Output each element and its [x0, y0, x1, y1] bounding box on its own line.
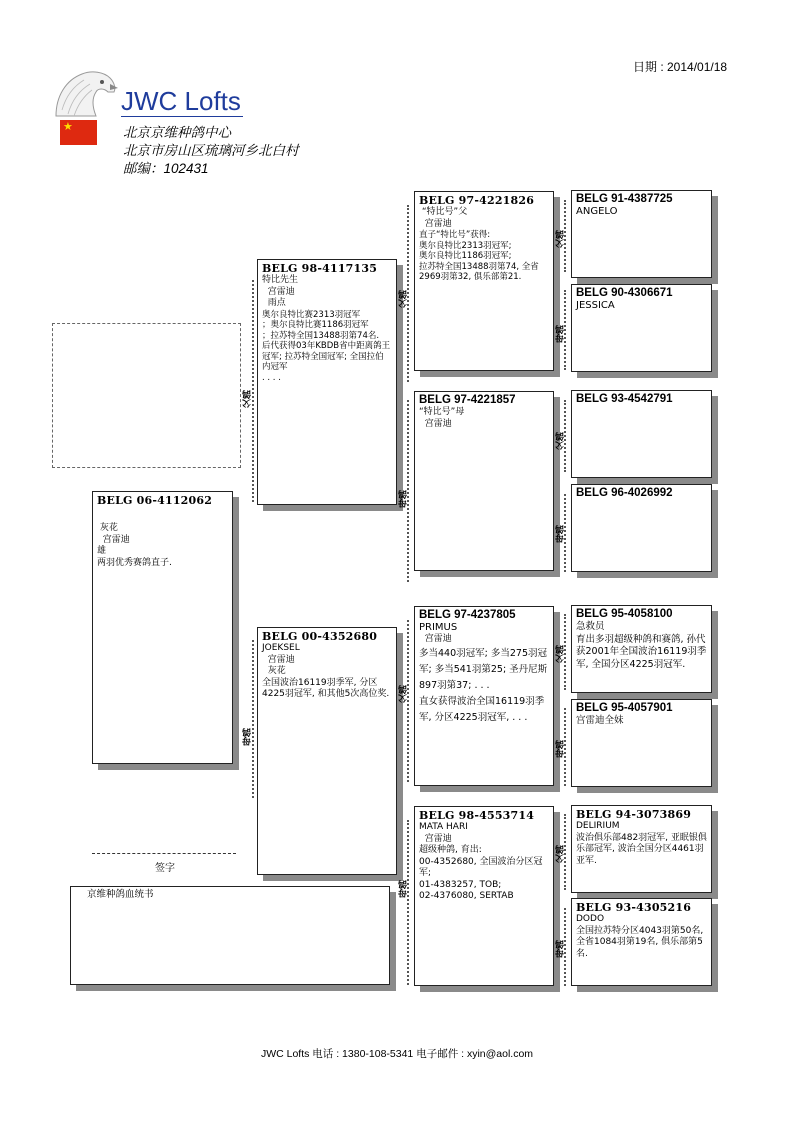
sire-tag: 父鸽 [556, 432, 566, 450]
ring-number: BELG 93-4305216 [576, 901, 692, 914]
ring-number: BELG 98-4553714 [419, 809, 535, 822]
detail-line: 直子“特比号”获得: [419, 230, 491, 240]
pedigree-sire-dam [414, 391, 554, 571]
detail-line: 拉苏特全国13488羽第74, 全省2969羽第32, 俱乐部第21. [419, 261, 539, 282]
dam-tag: 母鸽 [556, 740, 566, 758]
signature-line [92, 853, 236, 854]
sire-tag: 父鸽 [556, 645, 566, 663]
pedigree-dss [571, 605, 712, 693]
detail-line: ；奥尔良特比赛1186羽冠军 [262, 320, 369, 330]
detail-line: JESSICA [576, 300, 615, 311]
print-date: 日期 : 2014/01/18 [633, 60, 728, 74]
ring-number: BELG 91-4387725 [576, 193, 673, 205]
ring-number: BELG 95-4057901 [576, 702, 673, 714]
detail-line: 宫雷迪 [262, 286, 295, 297]
china-flag-icon: ★ [60, 120, 97, 145]
dam-tag: 母鸽 [556, 325, 566, 343]
detail-line: 急救员 [576, 621, 605, 632]
pedigree-ssd [571, 284, 712, 372]
detail-line: 宫雷迪 [419, 634, 452, 644]
pedigree-sdd [571, 484, 712, 572]
detail-line: ANGELO [576, 206, 618, 217]
pigeon-logo-icon [52, 66, 118, 118]
pedigree-dsd [571, 699, 712, 787]
detail-line: 全国拉苏特分区4043羽第50名, 全省1084羽第19名, 俱乐部第5名. [576, 925, 707, 959]
ring-number: BELG 00-4352680 [262, 630, 378, 643]
detail-line: 雨点 [262, 298, 286, 308]
pedigree-dam-dam [414, 806, 554, 986]
detail-line: 02-4376080, SERTAB [419, 891, 514, 901]
dam-tag: 母鸽 [399, 880, 409, 898]
ring-number: BELG 97-4237805 [419, 609, 516, 621]
detail-line: 01-4383257, TOB; [419, 879, 502, 890]
ring-number: BELG 98-4117135 [262, 262, 378, 275]
sire-tag: 父鸽 [399, 685, 409, 703]
connector-line [252, 640, 254, 798]
detail-line: 多当440羽冠军; 多当275羽冠军; 多当541羽第25; 圣丹尼斯897羽第37; . . . [419, 647, 548, 691]
detail-line: 后代获得03年KBDB省中距离鸽王冠军; 拉苏特全国冠军; 全国拉伯内冠军 [262, 341, 391, 372]
detail-line: “特比号”母 [419, 407, 465, 417]
detail-line: 宫雷迪 [262, 654, 295, 665]
ring-number: BELG 93-4542791 [576, 393, 673, 405]
detail-line: 奥尔良特比赛2313羽冠军 [262, 309, 361, 320]
ring-number: BELG 96-4026992 [576, 487, 673, 499]
detail-line: 特比先生 [262, 275, 299, 285]
brand-title: JWC Lofts [121, 86, 241, 116]
detail-line: 育出多羽超级种鸽和赛鸽, 孙代获2001年全国波治16119羽季军, 全国分区4225羽冠军. [576, 633, 707, 670]
dam-tag: 母鸽 [243, 728, 253, 746]
detail-line: DELIRIUM [576, 821, 620, 831]
connector-line [407, 820, 409, 985]
ring-number: BELG 90-4306671 [576, 287, 673, 299]
address: 北京市房山区琉璃河乡北白村 [123, 143, 299, 158]
sire-tag: 父鸽 [399, 290, 409, 308]
pedigree-sire-sire [414, 191, 554, 371]
footer-contact: JWC Lofts 电话 : 1380-108-5341 电子邮件 : xyin@aol.com [260, 1048, 534, 1060]
detail-line: 直女获得波治全国16119羽季军, 分区4225羽冠军, . . . [419, 695, 545, 723]
detail-line: 宫雷迪 [419, 218, 452, 229]
detail-line: . . . . [262, 372, 281, 383]
postcode: 邮编：102431 [123, 161, 209, 176]
pedigree-dam [257, 627, 397, 875]
ring-number: BELG 06-4112062 [97, 494, 213, 507]
pedigree-ddd [571, 898, 712, 986]
detail-line: 灰花 [97, 523, 118, 533]
sire-tag: 父鸽 [556, 230, 566, 248]
detail-line: PRIMUS [419, 622, 458, 633]
certificate-title: 京维种鸽血统书 [87, 889, 154, 900]
detail-line: 宫雷迪 [419, 418, 452, 429]
detail-line: 奥尔良特比2313羽冠军; [419, 240, 512, 251]
detail-line: 雄 [97, 546, 107, 556]
center-name: 北京京维种鸽中心 [123, 125, 231, 140]
sire-tag: 父鸽 [243, 390, 253, 408]
signature-label: 签字 [155, 863, 175, 874]
detail-line: 全国波治16119羽季军, 分区4225羽冠军, 和其他5次高位奖. [262, 677, 390, 699]
detail-line: 两羽优秀赛鸽直子. [97, 557, 172, 568]
pedigree-sss [571, 190, 712, 278]
ring-number: BELG 97-4221857 [419, 394, 516, 406]
ring-number: BELG 94-3073869 [576, 808, 692, 821]
detail-line: 波治俱乐部482羽冠军, 亚眠银俱乐部冠军, 波治全国分区4461羽亚军. [576, 832, 707, 866]
sire-tag: 父鸽 [556, 845, 566, 863]
pedigree-subject [92, 491, 233, 764]
pedigree-dam-sire [414, 606, 554, 786]
detail-line: 奥尔良特比1186羽冠军; [419, 251, 512, 261]
detail-line: 宫雷迪 [419, 833, 452, 844]
detail-line: 灰花 [262, 666, 286, 676]
dam-tag: 母鸽 [399, 490, 409, 508]
pedigree-dds [571, 805, 712, 893]
detail-line: JOEKSEL [262, 643, 300, 653]
photo-placeholder [52, 323, 241, 468]
dam-tag: 母鸽 [556, 940, 566, 958]
detail-line: “特比号”父 [419, 207, 468, 217]
detail-line: DODO [576, 914, 605, 924]
detail-line: 超级种鸽, 育出: [419, 845, 482, 855]
pedigree-sds [571, 390, 712, 478]
detail-line: 宫雷迪 [97, 534, 130, 545]
detail-line: 宫雷迪全妹 [576, 715, 624, 726]
dam-tag: 母鸽 [556, 525, 566, 543]
detail-line: ；拉苏特全国13488羽第74名. [262, 330, 380, 341]
pedigree-sire [257, 259, 397, 505]
detail-line: 00-4352680, 全国波治分区冠军; [419, 856, 543, 878]
detail-line: MATA HARI [419, 822, 468, 832]
ring-number: BELG 95-4058100 [576, 608, 673, 620]
ring-number: BELG 97-4221826 [419, 194, 535, 207]
certificate-box [70, 886, 390, 985]
